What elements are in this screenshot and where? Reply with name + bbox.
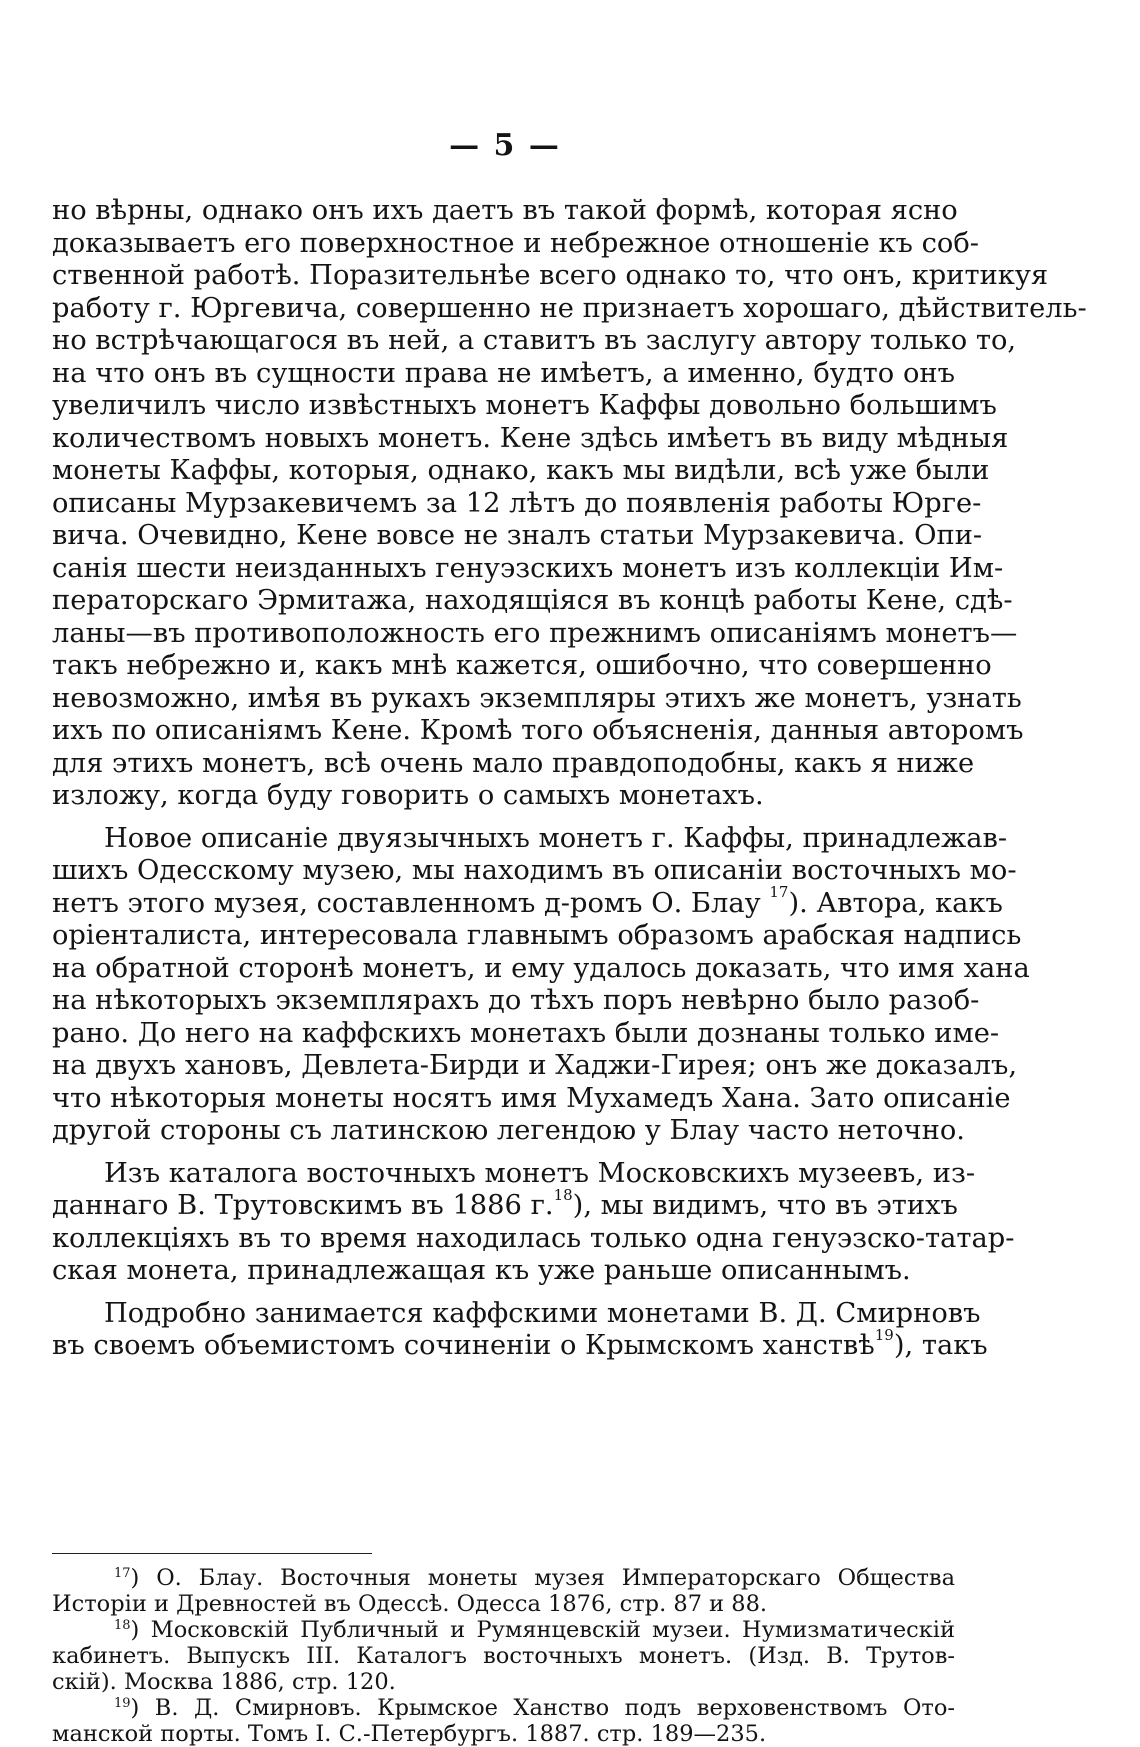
paragraph-2 [52,822,1030,1148]
paragraph-3 [52,1157,1015,1288]
text-line: работу г. Юргевича, совершенно не признаетъ хорошаго, дѣйствитель- [52,292,1087,324]
text-line: увеличилъ число извѣстныхъ монетъ Каффы довольно большимъ [52,390,997,421]
text-line: на что онъ въ сущности права не имѣетъ, а именно, будто онъ [52,357,955,389]
text-segment: даннаго В. Трутовскимъ въ 1886 г. [52,1190,554,1221]
footnote-ref[interactable]: 17 [769,883,789,902]
text-segment: ). Автора, какъ [788,887,1003,919]
text-line: но вѣрны, однако онъ ихъ даетъ въ такой формѣ, которая ясно [52,195,958,226]
text-line: на нѣкоторыхъ экземплярахъ до тѣхъ поръ невѣрно было разоб- [52,985,980,1016]
text-line: оріенталиста, интересовала главнымъ образомъ арабская надпись [52,920,1022,951]
text-line: ская монета, принадлежащая къ уже раньше описаннымъ. [52,1255,911,1286]
footnote-line: скій). Москва 1886, стр. 120. [52,1669,396,1695]
text-line: шихъ Одесскому музею, мы находимъ въ описаніи восточныхъ мо- [52,855,1017,886]
footnote-ref[interactable]: 18 [553,1185,573,1204]
paragraph-4 [52,1297,988,1363]
main-text [52,195,1087,1363]
text-segment: ), мы видимъ, что въ этихъ [572,1190,958,1221]
text-line: ихъ по описаніямъ Кене. Кромѣ того объясненія, данныя авторомъ [52,715,1024,746]
text-line: такъ небрежно и, какъ мнѣ кажется, ошибочно, что совершенно [52,650,992,681]
text-line: на двухъ хановъ, Девлета-Бирди и Хаджи-Гирея; онъ же доказалъ, [52,1050,1018,1081]
text-line: Изъ каталога восточныхъ монетъ Московскихъ музеевъ, из- [104,1157,976,1189]
text-line: для этихъ монетъ, всѣ очень мало правдоподобны, какъ я ниже [52,747,975,779]
text-line: ланы—въ противоположность его прежнимъ описаніямъ монетъ— [52,617,1018,649]
footnote-18 [52,1617,955,1695]
text-line: доказываетъ его поверхностное и небрежное отношеніе къ соб- [52,227,979,259]
text-segment: ) Московскій Публичный и Румянцевскій музеи. Нумизматическій [130,1617,955,1643]
footnote-line: манской порты. Томъ I. С.-Петербургъ. 1887. стр. 189—235. [52,1721,767,1747]
text-line: ственной работѣ. Поразительнѣе всего однако то, что онъ, критикуя [52,260,1049,291]
footnotes [52,1565,955,1747]
footnote-ref[interactable]: 19 [874,1325,894,1344]
text-line: описаны Мурзакевичемъ за 12 лѣтъ до появленія работы Юрге- [52,487,982,519]
text-segment: нетъ этого музея, составленномъ д-ромъ О. Блау [52,887,770,919]
footnote-mark: 17 [114,1566,131,1581]
text-line: Новое описаніе двуязычныхъ монетъ г. Каффы, принадлежав- [104,822,1008,854]
text-line: что нѣкоторыя монеты носятъ имя Мухамедъ Хана. Зато описаніе [52,1082,1011,1114]
text-line: монеты Каффы, которыя, однако, какъ мы видѣли, всѣ уже были [52,455,990,486]
text-line: ператорскаго Эрмитажа, находящіяся въ концѣ работы Кене, сдѣ- [52,585,1013,616]
paragraph-1 [52,195,1087,813]
text-line [52,1185,958,1223]
text-line: рано. До него на каффскихъ монетахъ были дознаны только име- [52,1017,1000,1049]
footnote-line [52,1565,955,1591]
text-line: на обратной сторонѣ монетъ, и ему удалось доказать, что имя хана [52,952,1030,984]
text-line: коллекціяхъ въ то время находилась только одна генуэзско-татар- [52,1222,1015,1254]
text-line: санія шести неизданныхъ генуэзскихъ монетъ изъ коллекціи Им- [52,552,1004,584]
text-line [52,883,1003,921]
footnote-17 [52,1565,955,1617]
text-line: изложу, когда буду говорить о самыхъ монетахъ. [52,780,764,811]
text-segment: въ своемъ объемистомъ сочиненіи о Крымскомъ ханствѣ [52,1330,875,1361]
text-segment: ), такъ [893,1330,988,1361]
text-line: другой стороны съ латинскою легендою у Блау часто неточно. [52,1115,965,1146]
footnote-19 [52,1695,955,1747]
text-segment: ) В. Д. Смирновъ. Крымское Ханство подъ верховенствомъ Ото- [130,1695,955,1721]
text-line: Подробно занимается каффскими монетами В. Д. Смирновъ [104,1297,981,1329]
text-line: невозможно, имѣя въ рукахъ экземпляры этихъ же монетъ, узнать [52,682,1022,714]
text-segment: ) О. Блау. Восточныя монеты музея Императорскаго Общества [130,1565,955,1591]
footnote-line: кабинетъ. Выпускъ III. Каталогъ восточныхъ монетъ. (Изд. В. Трутов- [52,1643,955,1669]
footnote-line: Исторіи и Древностей въ Одессѣ. Одесса 1876, стр. 87 и 88. [52,1591,768,1617]
footnote-mark: 19 [114,1696,131,1711]
text-line [52,1325,988,1363]
footnote-mark: 18 [114,1618,131,1633]
text-line: количествомъ новыхъ монетъ. Кене здѣсь имѣетъ въ виду мѣдныя [52,422,1009,454]
footnote-line [52,1695,955,1721]
text-line: но встрѣчающагося въ ней, а ставитъ въ заслугу автору только то, [52,325,1017,356]
footnote-divider [52,1553,372,1554]
page-number: — 5 — [449,128,561,163]
text-line: вича. Очевидно, Кене вовсе не зналъ статьи Мурзакевича. Опи- [52,520,983,551]
footnote-line [52,1617,955,1643]
